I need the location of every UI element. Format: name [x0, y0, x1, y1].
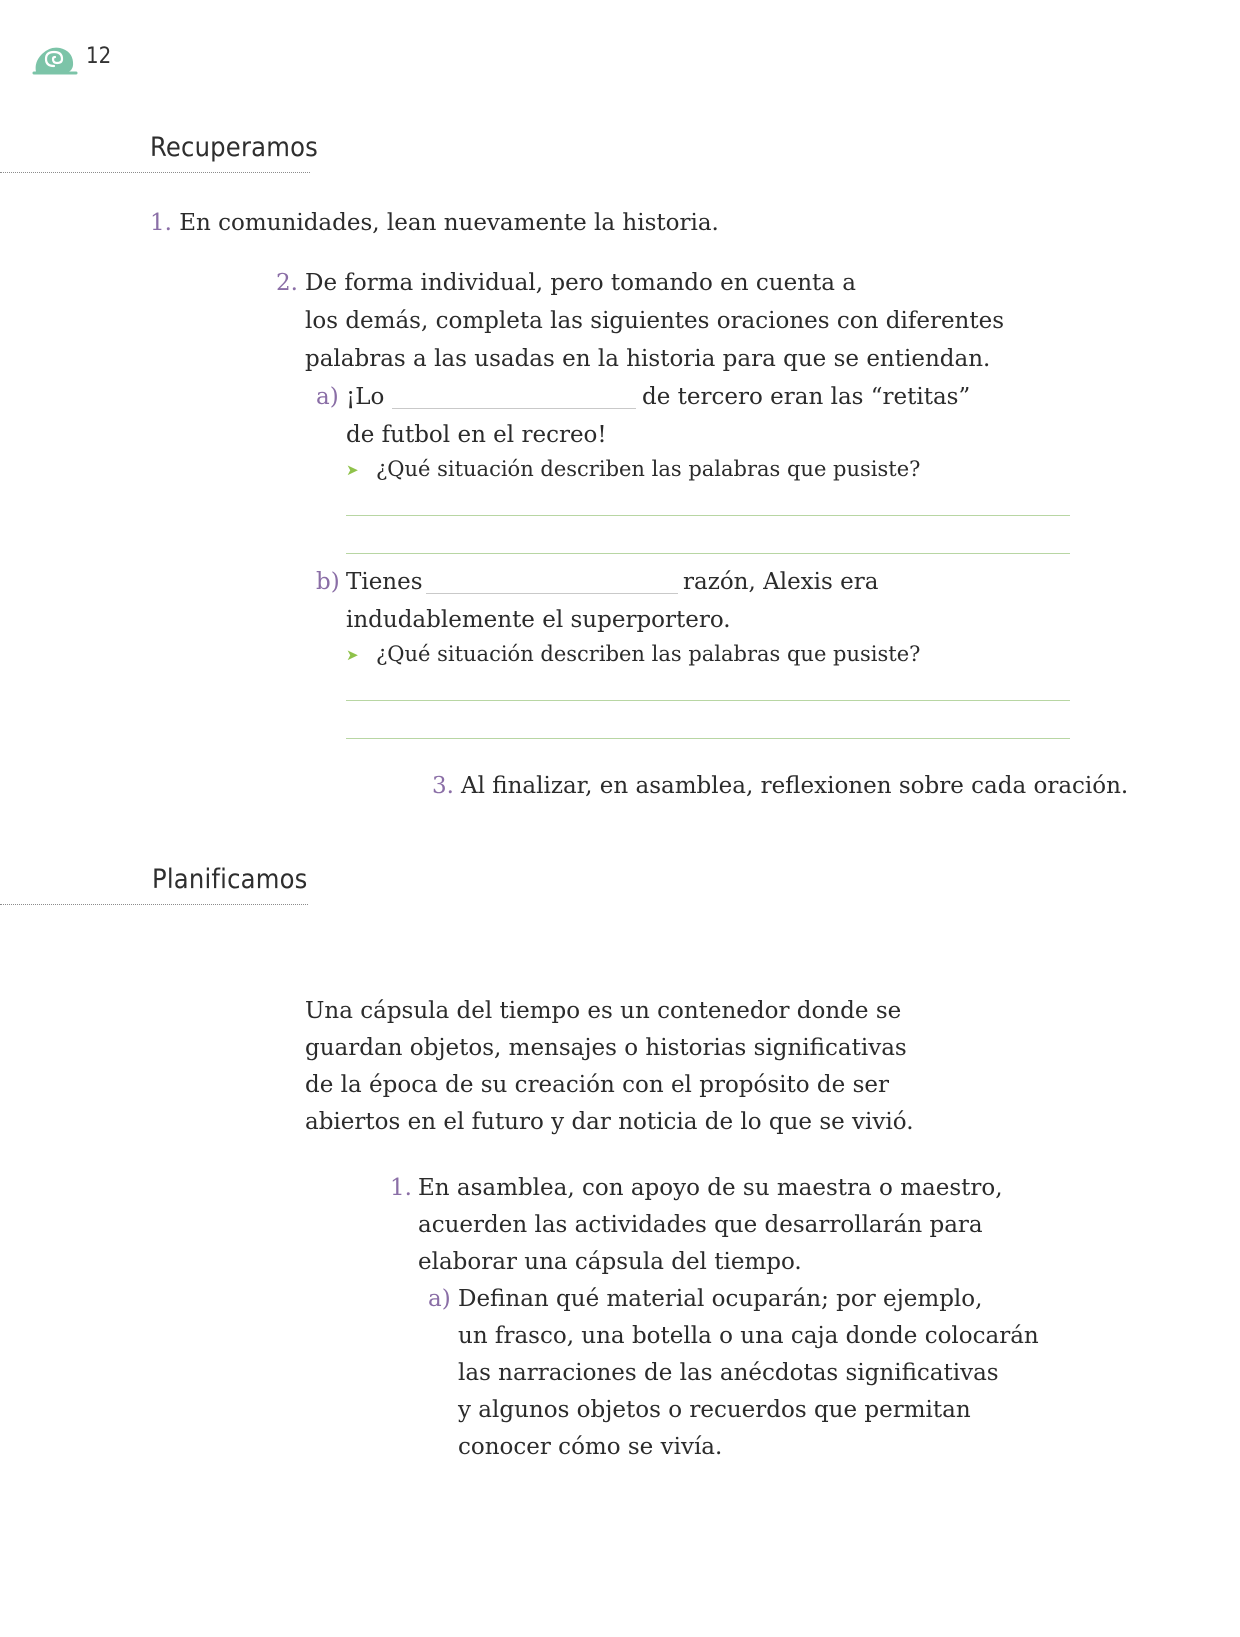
answer-line[interactable]	[346, 700, 1070, 701]
item-text: En comunidades, lean nuevamente la historia.	[179, 210, 719, 236]
subitem-text: conocer cómo se vivía.	[458, 1434, 723, 1460]
sentence-text: indudablemente el superportero.	[346, 607, 731, 633]
answer-line[interactable]	[346, 515, 1070, 516]
intro-paragraph-line: guardan objetos, mensajes o historias significativas	[305, 1035, 907, 1061]
item-text: En asamblea, con apoyo de su maestra o maestro,	[418, 1175, 1003, 1201]
item-number: 1.	[150, 210, 172, 236]
item-text: palabras a las usadas en la historia para que se entiendan.	[305, 346, 991, 372]
list-item-1	[150, 204, 719, 242]
subitem-text: Definan qué material ocuparán; por ejemplo,	[458, 1286, 983, 1312]
subitem-label: b)	[316, 569, 340, 595]
intro-paragraph-line: de la época de su creación con el propósito de ser	[305, 1072, 889, 1098]
arrow-bullet-icon: ➤	[346, 461, 359, 479]
item-text: acuerden las actividades que desarrollarán para	[418, 1212, 983, 1238]
subitem-text: y algunos objetos o recuerdos que permitan	[458, 1397, 971, 1423]
fill-in-blank[interactable]	[392, 408, 636, 409]
page-number: 12	[86, 44, 112, 69]
question-text: ¿Qué situación describen las palabras que pusiste?	[376, 642, 921, 666]
item-text: De forma individual, pero tomando en cuenta a	[305, 270, 857, 296]
subitem-text: un frasco, una botella o una caja donde colocarán	[458, 1323, 1039, 1349]
item-text: los demás, completa las siguientes oraciones con diferentes	[305, 308, 1005, 334]
answer-line[interactable]	[346, 738, 1070, 739]
answer-line[interactable]	[346, 553, 1070, 554]
arrow-bullet-icon: ➤	[346, 646, 359, 664]
subitem-label: a)	[428, 1286, 451, 1312]
sentence-text: ¡Lo	[346, 384, 385, 410]
sentence-text: razón, Alexis era	[683, 569, 879, 595]
item-text: Al finalizar, en asamblea, reflexionen sobre cada oración.	[461, 773, 1129, 799]
snail-logo-icon	[32, 40, 78, 76]
intro-paragraph-line: abiertos en el futuro y dar noticia de lo que se vivió.	[305, 1109, 914, 1135]
subitem-label: a)	[316, 384, 339, 410]
item-number: 1.	[390, 1175, 412, 1201]
item-number: 3.	[432, 773, 454, 799]
intro-paragraph-line: Una cápsula del tiempo es un contenedor donde se	[305, 998, 902, 1024]
section-divider	[0, 172, 310, 173]
sentence-text: de tercero eran las “retitas”	[642, 384, 971, 410]
subitem-text: las narraciones de las anécdotas significativas	[458, 1360, 999, 1386]
sentence-text: de futbol en el recreo!	[346, 422, 607, 448]
item-text: elaborar una cápsula del tiempo.	[418, 1249, 802, 1275]
item-number: 2.	[276, 270, 298, 296]
sentence-text: Tienes	[346, 569, 423, 595]
fill-in-blank[interactable]	[426, 593, 678, 594]
section-divider	[0, 904, 308, 905]
section-title-planificamos: Planificamos	[152, 864, 308, 895]
section-title-recuperamos: Recuperamos	[150, 132, 318, 163]
question-text: ¿Qué situación describen las palabras que pusiste?	[376, 457, 921, 481]
